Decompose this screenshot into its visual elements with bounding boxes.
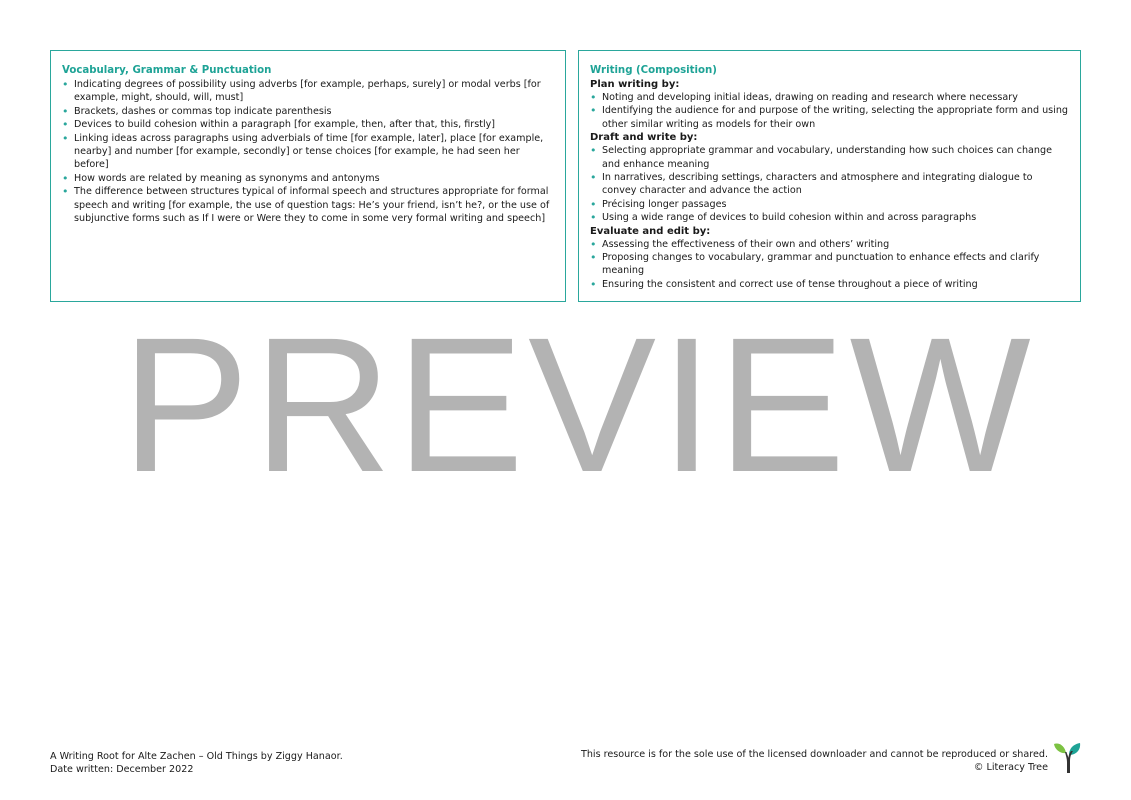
list-item: • Précising longer passages: [590, 198, 1070, 211]
tree-logo-icon: [1051, 740, 1083, 774]
footer-license-line: This resource is for the sole use of the licensed downloader and cannot be reproduced or shared.: [580, 749, 1048, 760]
footer-source-line: A Writing Root for Alte Zachen – Old Things by Ziggy Hanaor.: [50, 751, 343, 762]
list-item: • Linking ideas across paragraphs using adverbials of time [for example, later], place [for example, nearby] and number [for example, secondly] or tense choices [for example, he had seen her before]: [62, 132, 555, 172]
vocabulary-list: [62, 78, 555, 225]
evaluate-list: [590, 238, 1070, 292]
list-item: • Ensuring the consistent and correct use of tense throughout a piece of writing: [590, 278, 1070, 291]
preview-watermark: PREVIEW: [121, 297, 1035, 512]
list-item: • The difference between structures typical of informal speech and structures appropriate for formal speech and writing [for example, the use of question tags: He’s your friend, isn’t he?, or the use of subjunctive forms such as If I were or Were they to come in some very formal writing and speech]: [62, 185, 555, 225]
list-item: • Identifying the audience for and purpose of the writing, selecting the appropriate form and using other similar writing as models for their own: [590, 104, 1070, 131]
list-item: • In narratives, describing settings, characters and atmosphere and integrating dialogue to convey character and advance the action: [590, 171, 1070, 198]
draft-list: [590, 144, 1070, 224]
section-heading-evaluate: Evaluate and edit by:: [590, 225, 711, 237]
list-item: • Devices to build cohesion within a paragraph [for example, then, after that, this, firstly]: [62, 118, 555, 131]
list-item: • Proposing changes to vocabulary, grammar and punctuation to enhance effects and clarify meaning: [590, 251, 1070, 278]
panel-title: Writing (Composition): [590, 65, 717, 76]
list-item: • How words are related by meaning as synonyms and antonyms: [62, 172, 555, 185]
writing-composition-panel: [578, 50, 1081, 302]
list-item: • Using a wide range of devices to build cohesion within and across paragraphs: [590, 211, 1070, 224]
list-item: • Brackets, dashes or commas top indicate parenthesis: [62, 105, 555, 118]
vocabulary-grammar-panel: [50, 50, 566, 302]
footer-copyright-line: © Literacy Tree: [973, 761, 1048, 773]
section-heading-draft: Draft and write by:: [590, 132, 698, 144]
panel-title: Vocabulary, Grammar & Punctuation: [62, 65, 272, 76]
list-item: • Indicating degrees of possibility using adverbs [for example, perhaps, surely] or modal verbs [for example, might, should, will, must]: [62, 78, 555, 105]
footer-credits: [50, 751, 343, 776]
list-item: • Selecting appropriate grammar and vocabulary, understanding how such choices can change and enhance meaning: [590, 144, 1070, 171]
list-item: • Assessing the effectiveness of their own and others’ writing: [590, 238, 1070, 251]
section-heading-plan: Plan writing by:: [590, 79, 680, 90]
list-item: • Noting and developing initial ideas, drawing on reading and research where necessary: [590, 91, 1070, 104]
plan-list: [590, 91, 1070, 131]
footer-license: [581, 749, 1048, 774]
footer-date-line: Date written: December 2022: [50, 763, 194, 775]
